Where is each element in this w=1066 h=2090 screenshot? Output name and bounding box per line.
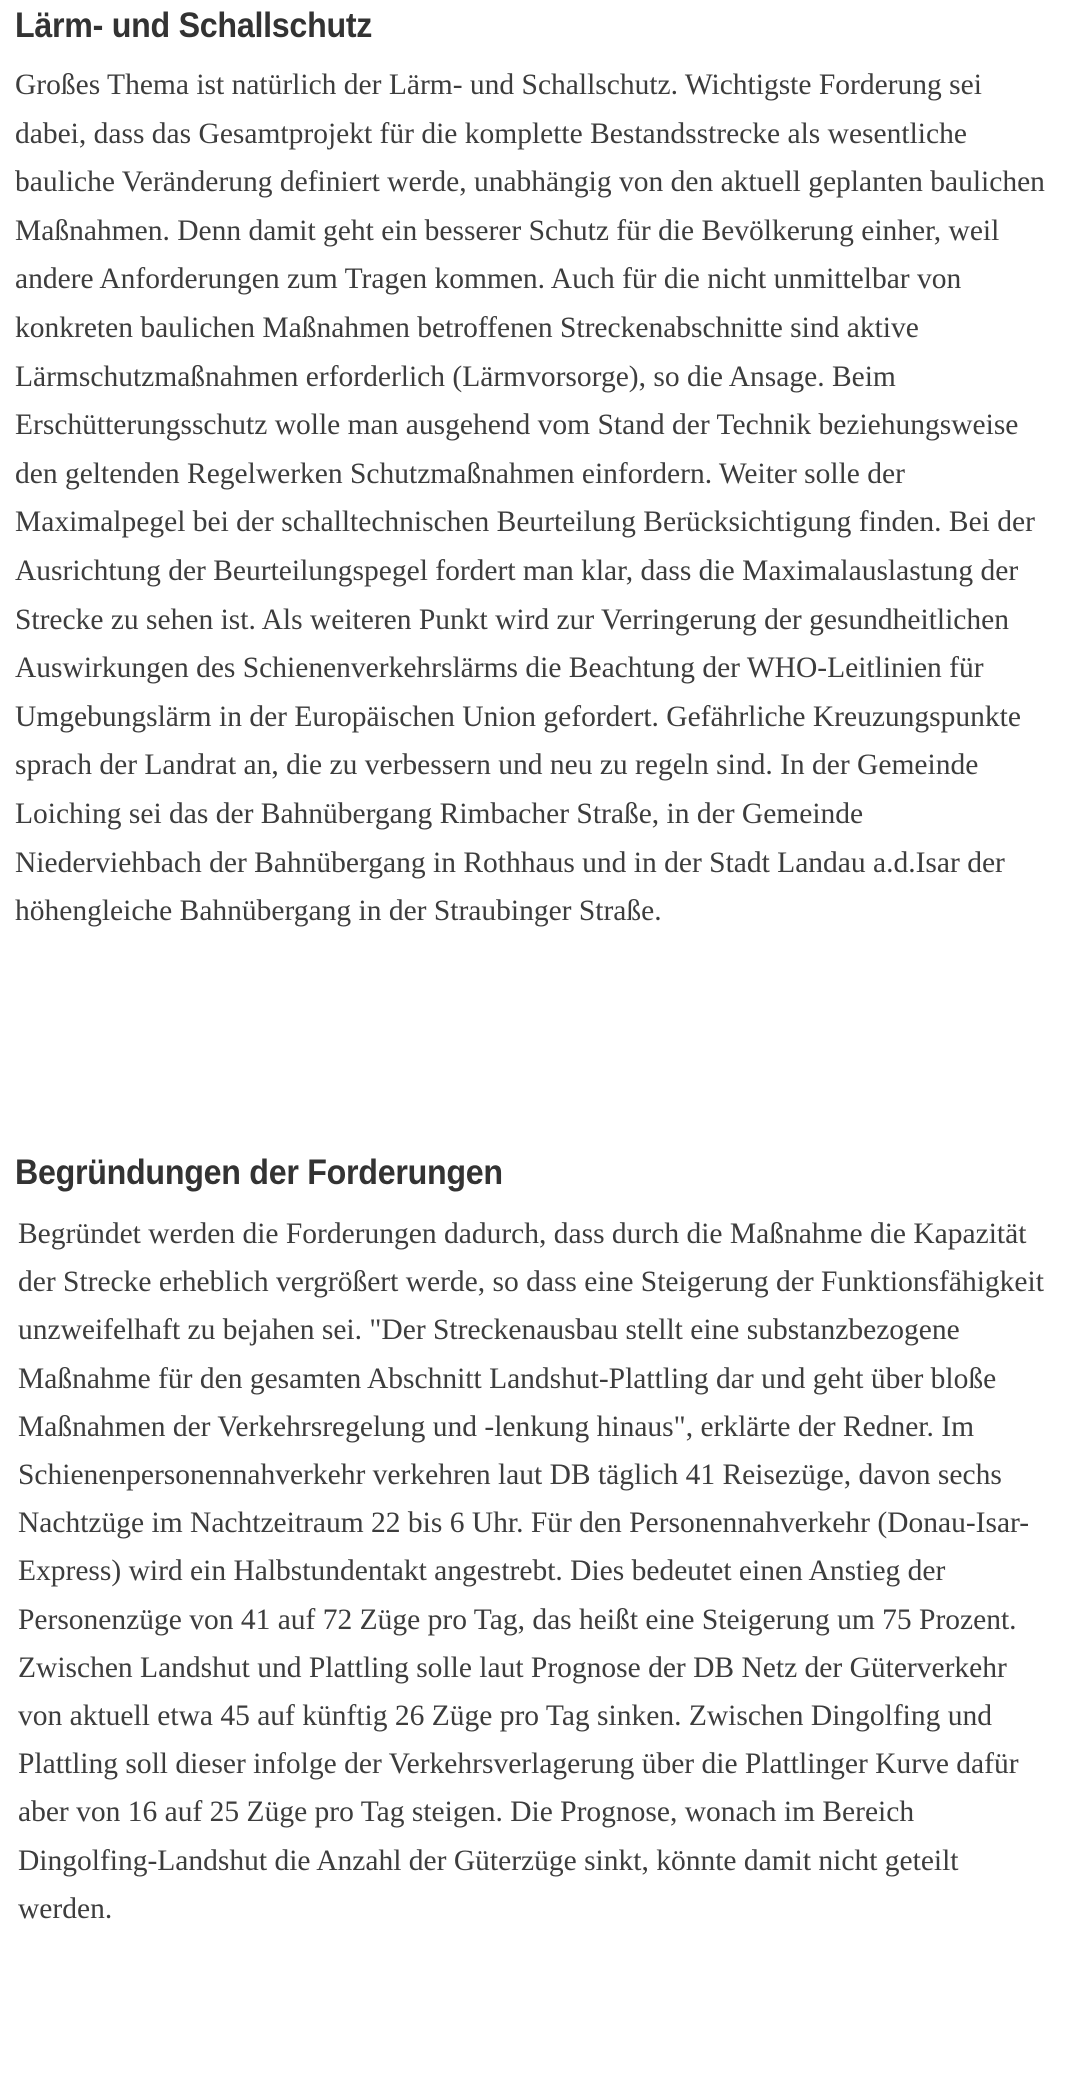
section-begruendungen — [15, 1140, 1048, 1933]
section-paragraph: Begründet werden die Forderungen dadurch, dass durch die Maßnahme die Kapazität der Strecke erheblich vergrößert werde, so dass eine Steigerung der Funktionsfähigkeit unzweifelhaft zu bejahen sei. "Der Streckenausbau stellt eine substanzbezogene Maßnahme für den gesamten Abschnitt Landshut-Plattling dar und geht über bloße Maßnahmen der Verkehrsregelung und -lenkung hinaus", erklärte der Redner. Im Schienenpersonennahverkehr verkehren laut DB täglich 41 Reisezüge, davon sechs Nachtzüge im Nachtzeitraum 22 bis 6 Uhr. Für den Personennahverkehr (Donau-Isar-Express) wird ein Halbstundentakt angestrebt. Dies bedeutet einen Anstieg der Personenzüge von 41 auf 72 Züge pro Tag, das heißt eine Steigerung um 75 Prozent. Zwischen Landshut und Plattling solle laut Prognose der DB Netz der Güterverkehr von aktuell etwa 45 auf künftig 26 Züge pro Tag sinken. Zwischen Dingolfing und Plattling soll dieser infolge der Verkehrsverlagerung über die Plattlinger Kurve dafür aber von 16 auf 25 Züge pro Tag steigen. Die Prognose, wonach im Bereich Dingolfing-Landshut die Anzahl der Güterzüge sinkt, könnte damit nicht geteilt werden. — [18, 1218, 1044, 1925]
section-heading: Lärm- und Schallschutz — [15, 6, 373, 45]
section-paragraph: Großes Thema ist natürlich der Lärm- und Schallschutz. Wichtigste Forderung sei dabei, dass das Gesamtprojekt für die komplette Bestandsstrecke als wesentliche bauliche Veränderung definiert werde, unabhängig von den aktuell geplanten baulichen Maßnahmen. Denn damit geht ein besserer Schutz für die Bevölkerung einher, weil andere Anforderungen zum Tragen kommen. Auch für die nicht unmittelbar von konkreten baulichen Maßnahmen betroffenen Streckenabschnitte sind aktive Lärmschutzmaßnahmen erforderlich (Lärmvorsorge), so die Ansage. Beim Erschütterungsschutz wolle man ausgehend vom Stand der Technik beziehungsweise den geltenden Regelwerken Schutzmaßnahmen einfordern. Weiter solle der Maximalpegel bei der schalltechnischen Beurteilung Berücksichtigung finden. Bei der Ausrichtung der Beurteilungspegel fordert man klar, dass die Maximalauslastung der Strecke zu sehen ist. Als weiteren Punkt wird zur Verringerung der gesundheitlichen Auswirkungen des Schienenverkehrslärms die Beachtung der WHO-Leitlinien für Umgebungslärm in der Europäischen Union gefordert. Gefährliche Kreuzungspunkte sprach der Landrat an, die zu verbessern und neu zu regeln sind. In der Gemeinde Loiching sei das der Bahnübergang Rimbacher Straße, in der Gemeinde Niederviehbach der Bahnübergang in Rothhaus und in der Stadt Landau a.d.Isar der höhengleiche Bahnübergang in der Straubinger Straße. — [15, 69, 1045, 928]
section-heading: Begründungen der Forderungen — [15, 1153, 503, 1192]
section-laerm-schallschutz — [15, 0, 1048, 1140]
